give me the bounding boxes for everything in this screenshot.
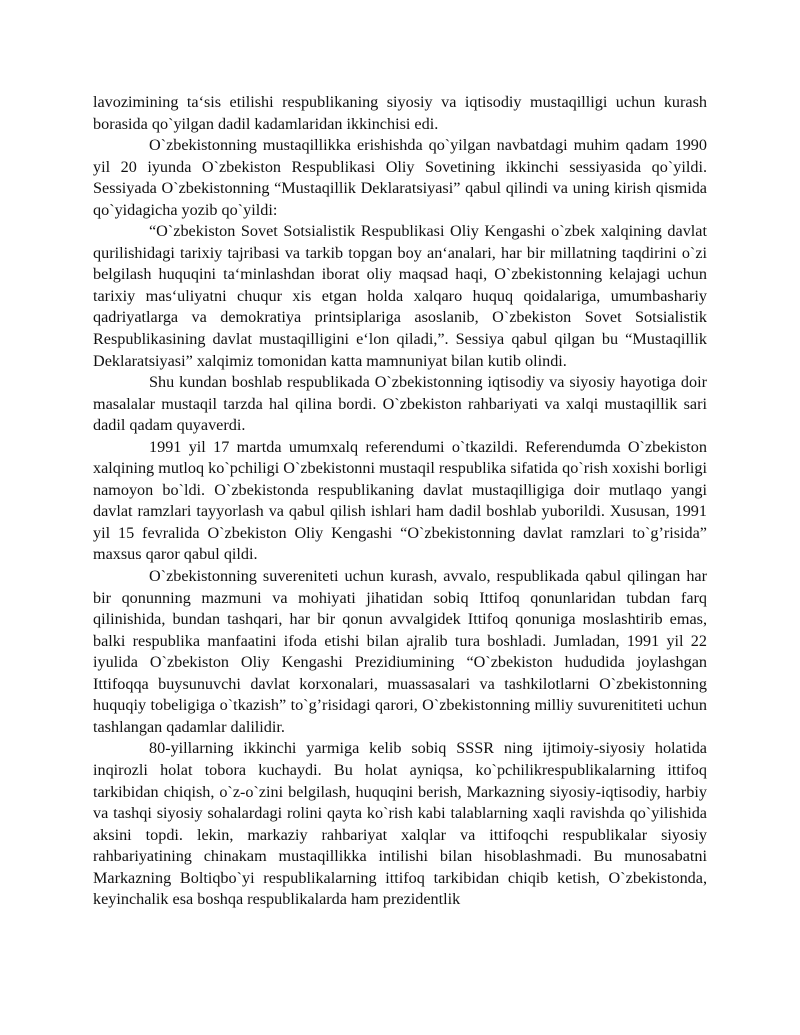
paragraph-declaration-quote: “O`zbekiston Sovet Sotsialistik Respublikasi Oliy Kengashi o`zbek xalqining davlat qurilishidagi tarixiy tajribasi va tarkib topgan boy an‘analari, har bir millatning taqdirini o`zi belgilash huquqini ta‘minlashdan iborat oliy maqsad haqi, O`zbekistonning kelajagi uchun tarixiy mas‘uliyatni chuqur xis etgan holda xalqaro huquq qoidalariga, umumbashariy qadriyatlarga va demokratiya printsiplariga asoslanib, O`zbekiston Sovet Sotsialistik Respublikasining davlat mustaqilligini e‘lon qiladi,”. Sessiya qabul qilgan bu “Mustaqillik Deklaratsiyasi” xalqimiz tomonidan katta mamnuniyat bilan kutib olindi. <box>93 222 707 370</box>
document-page <box>93 92 707 911</box>
paragraph-independent-policy: Shu kundan boshlab respublikada O`zbekistonning iqtisodiy va siyosiy hayotiga doir masalalar mustaqil tarzda hal qilina bordi. O`zbekiston rahbariyati va xalqi mustaqillik sari dadil qadam quyaverdi. <box>93 373 707 435</box>
paragraph-declaration-intro: O`zbekistonning mustaqillikka erishishda qo`yilgan navbatdagi muhim qadam 1990 yil 20 iyunda O`zbekiston Respublikasi Oliy Sovetining ikkinchi sessiyasida qo`yildi. Sessiyada O`zbekistonning “Mustaqillik Deklaratsiyasi” qabul qilindi va uning kirish qismida qo`yidagicha yozib qo`yildi: <box>93 136 707 219</box>
paragraph-referendum: 1991 yil 17 martda umumxalq referendumi o`tkazildi. Referendumda O`zbekiston xalqining mutloq ko`pchiligi O`zbekistonni mustaqil respublika sifatida qo`rish xoxishi borligi namoyon bo`ldi. O`zbekistonda respublikaning davlat mustaqilligiga doir mutlaqo yangi davlat ramzlari tayyorlash va qabul qilish ishlari ham dadil boshlab yuborildi. Xususan, 1991 yil 15 fevralida O`zbekiston Oliy Kengashi “O`zbekistonning davlat ramzlari to`g’risida” maxsus qaror qabul qildi. <box>93 437 707 564</box>
paragraph-continuation: lavozimining ta‘sis etilishi respublikaning siyosiy va iqtisodiy mustaqilligi uchun kurash borasida qo`yilgan dadil kadamlaridan ikkinchisi edi. <box>93 93 707 133</box>
paragraph-sovereignty: O`zbekistonning suvereniteti uchun kurash, avvalo, respublikada qabul qilingan har bir qonunning mazmuni va mohiyati jihatidan sobiq Ittifoq qonunlaridan tubdan farq qilinishida, bundan tashqari, har bir qonun avvalgidek Ittifoq qonuniga moslashtirib emas, balki respublika manfaatini ifoda etishi bilan ajralib tura boshladi. Jumladan, 1991 yil 22 iyulida O`zbekiston Oliy Kengashi Prezidiumining “O`zbekiston hududida joylashgan Ittifoqqa buysunuvchi davlat korxonalari, muassasalari va tashkilotlarni O`zbekistonning huquqiy tobeligiga o`tkazish” to`g’risidagi qarori, O`zbekistonning milliy suvurenititeti uchun tashlangan qadamlar dalilidir. <box>93 567 707 736</box>
paragraph-ussr-crisis: 80-yillarning ikkinchi yarmiga kelib sobiq SSSR ning ijtimoiy-siyosiy holatida inqirozli holat tobora kuchaydi. Bu holat ayniqsa, ko`pchilikrespublikalarning ittifoq tarkibidan chiqish, o`z-o`zini belgilash, huquqini berish, Markazning siyosiy-iqtisodiy, harbiy va tashqi siyosiy sohalardagi rolini qayta ko`rish kabi talablarning xaqli ravishda qo`yilishida aksini topdi. lekin, markaziy rahbariyat xalqlar va ittifoqchi respublikalar siyosiy rahbariyatining chinakam mustaqillikka intilishi bilan hisoblashmadi. Bu munosabatni Markazning Boltiqbo`yi respublikalarning ittifoq tarkibidan chiqib ketish, O`zbekistonda, keyinchalik esa boshqa respublikalarda ham prezidentlik <box>93 739 707 909</box>
